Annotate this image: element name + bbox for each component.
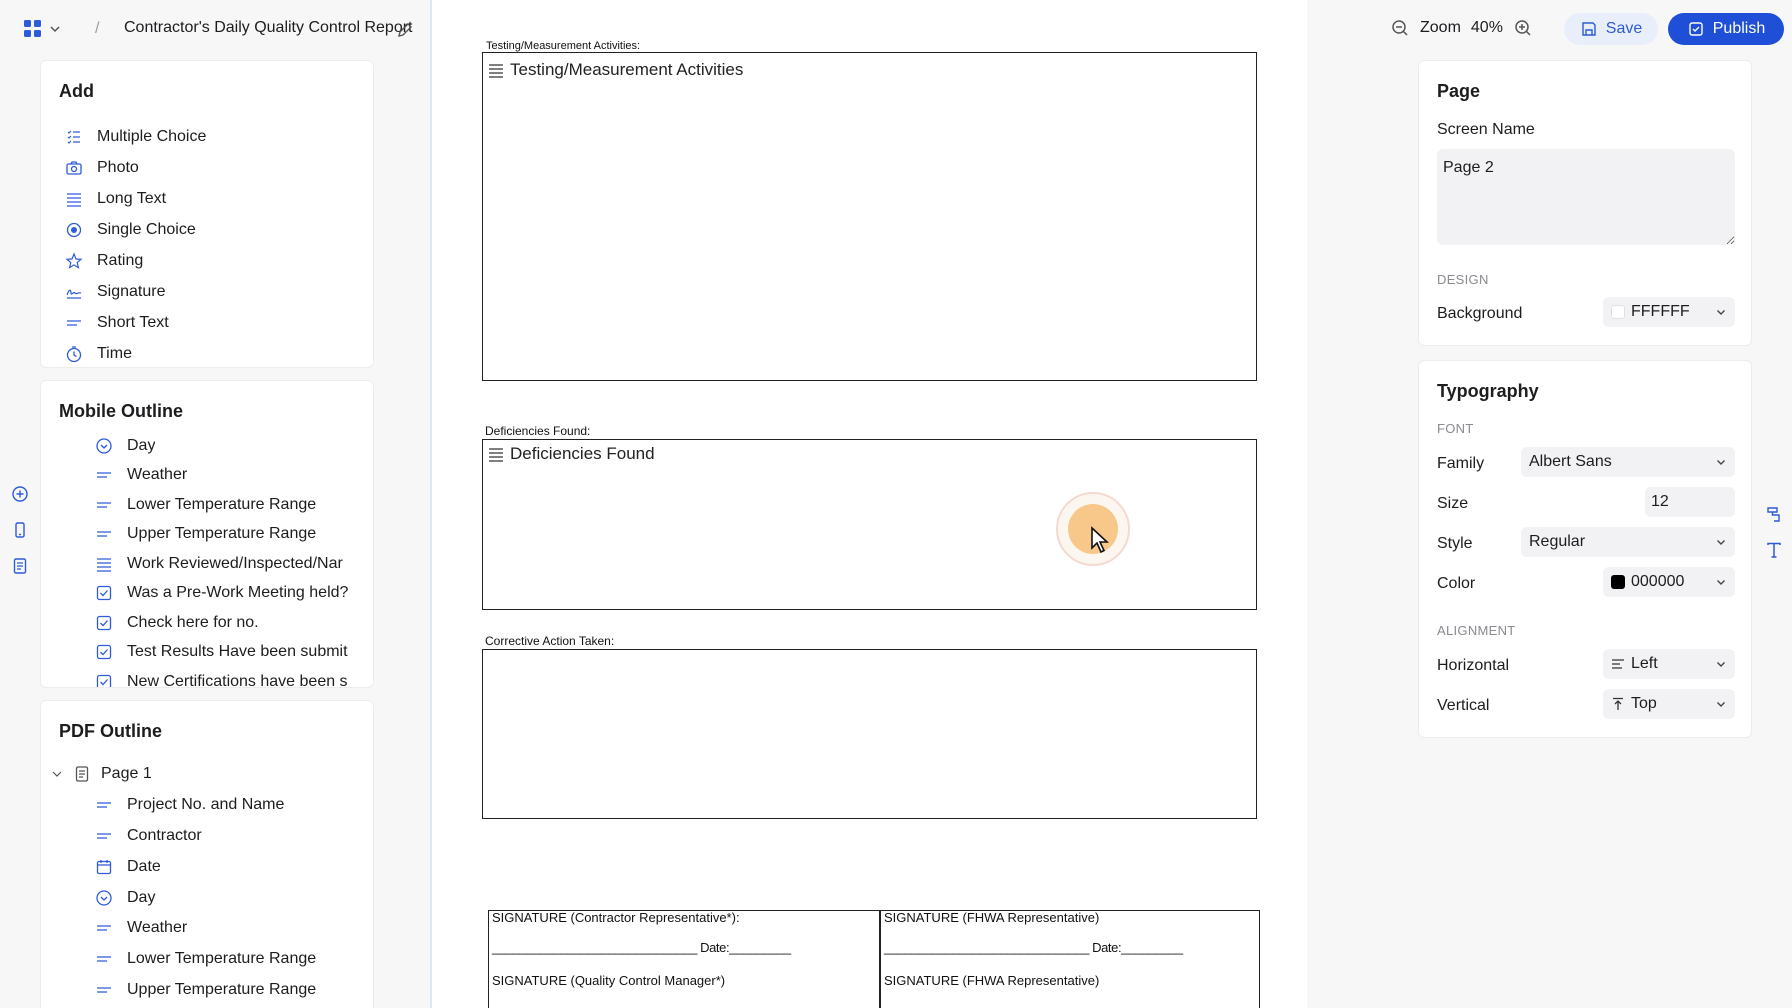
dropdown-circle-icon [95,437,113,455]
clock-icon [65,345,83,363]
publish-icon [1687,20,1705,38]
mobile-outline-list [95,431,365,688]
signature-table-divider [879,911,881,1008]
pdf-outline-item[interactable]: Contractor [51,821,371,852]
page-panel-title: Page [1437,81,1481,101]
zoom-in-icon[interactable] [1513,18,1533,38]
typography-panel-title: Typography [1437,381,1539,401]
deficiencies-section-label: Deficiencies Found: [485,424,591,438]
pdf-outline-item[interactable]: Project No. and Name [51,790,371,821]
zoom-label: Zoom [1420,19,1461,36]
star-icon [65,252,83,270]
chevron-down-icon [1715,306,1727,318]
calendar-icon [95,858,113,876]
add-time[interactable]: Time [65,338,206,368]
document-icon[interactable] [10,556,30,576]
add-single-choice[interactable]: Single Choice [65,214,206,245]
chevron-down-icon[interactable] [51,768,63,780]
font-color-value: 000000 [1631,573,1685,590]
page-properties-panel [1418,60,1752,346]
long-text-icon [65,190,83,208]
font-style-select[interactable] [1521,527,1735,557]
chevron-down-icon [1715,698,1727,710]
mouse-cursor-icon [1090,526,1112,554]
short-text-icon [95,525,113,543]
page-icon [73,765,91,783]
font-size-input[interactable] [1645,487,1735,517]
background-color-select[interactable] [1603,297,1735,327]
deficiencies-field-chip[interactable]: Deficiencies Found [488,444,655,464]
mobile-outline-item[interactable]: Work Reviewed/Inspected/Nar [95,549,365,579]
vertical-align-select[interactable] [1603,689,1735,719]
testing-section-label: Testing/Measurement Activities: [486,40,641,52]
short-text-icon [95,950,113,968]
mobile-outline-item[interactable]: Check here for no. [95,608,365,638]
font-family-select[interactable] [1521,447,1735,477]
family-label: Family [1437,455,1485,472]
alignment-caption: ALIGNMENT [1437,623,1516,638]
short-text-icon [95,796,113,814]
mobile-outline-item[interactable]: Weather [95,461,365,491]
align-left-icon [1611,657,1625,671]
add-panel [40,60,374,368]
pdf-outline-title: PDF Outline [59,721,162,741]
publish-button[interactable] [1668,13,1784,45]
chevron-down-icon [49,23,61,35]
short-text-icon [95,466,113,484]
chevron-down-icon [1715,658,1727,670]
save-label: Save [1605,20,1643,37]
add-multiple-choice[interactable]: Multiple Choice [65,121,206,152]
pdf-outline-item[interactable]: Upper Temperature Range [51,975,371,1006]
style-label: Style [1437,535,1473,552]
short-text-icon [95,496,113,514]
pdf-outline-item[interactable]: Lower Temperature Range [51,944,371,975]
screen-name-label: Screen Name [1437,121,1535,138]
short-text-icon [95,827,113,845]
zoom-out-icon[interactable] [1390,18,1410,38]
testing-field-box[interactable] [482,52,1257,381]
horizontal-align-value: Left [1631,655,1658,672]
pdf-outline-item[interactable]: Weather [51,913,371,944]
signature-icon [65,283,83,301]
font-style-value: Regular [1529,533,1586,550]
add-rating[interactable]: Rating [65,245,206,276]
add-photo[interactable]: Photo [65,152,206,183]
vertical-align-value: Top [1631,695,1657,712]
short-text-icon [65,314,83,332]
mobile-outline-item[interactable]: Lower Temperature Range [95,490,365,520]
design-caption: DESIGN [1437,272,1489,287]
typography-panel [1418,360,1752,738]
deficiencies-field-box[interactable] [482,439,1257,610]
mobile-outline-item[interactable]: New Certifications have been s [95,667,365,688]
text-icon[interactable] [1764,540,1784,560]
long-text-icon [95,555,113,573]
signature-date-line-right: ______________________________ Date:_________ [884,940,1183,955]
pdf-outline-page[interactable]: Page 1 [51,759,371,790]
dropdown-circle-icon [95,889,113,907]
mobile-outline-item[interactable]: Test Results Have been submit [95,638,365,668]
add-field-list [65,121,206,368]
zoom-value: 40% [1470,19,1503,36]
save-icon [1580,20,1598,38]
corrective-field-box[interactable] [482,649,1257,819]
pencil-icon[interactable] [396,21,414,39]
testing-field-chip[interactable]: Testing/Measurement Activities [488,60,743,80]
add-circle-icon[interactable] [10,484,30,504]
save-button[interactable] [1564,13,1658,45]
vertical-label: Vertical [1437,697,1490,714]
add-signature[interactable]: Signature [65,276,206,307]
signature-fhwa-1: SIGNATURE (FHWA Representative) [884,910,1100,925]
size-label: Size [1437,495,1469,512]
short-text-icon [95,919,113,937]
screen-name-input[interactable] [1437,149,1735,245]
long-text-icon [488,446,504,462]
checkbox-icon [95,584,113,602]
font-color-swatch [1611,575,1625,589]
mobile-outline-item[interactable]: Day [95,431,365,461]
short-text-icon [95,981,113,999]
chevron-down-icon [1715,536,1727,548]
camera-icon [65,159,83,177]
zoom-controls [1390,18,1533,38]
long-text-icon [488,62,504,78]
background-swatch [1611,305,1625,319]
signature-contractor: SIGNATURE (Contractor Representative*): [492,910,740,925]
checkbox-icon [95,614,113,632]
signature-fhwa-2: SIGNATURE (FHWA Representative) [884,973,1100,988]
chevron-down-icon [1715,576,1727,588]
horizontal-label: Horizontal [1437,657,1510,674]
checkbox-icon [95,673,113,688]
right-tool-rail [1762,504,1786,560]
background-label: Background [1437,305,1523,322]
font-color-select[interactable] [1603,567,1735,597]
multiple-choice-icon [65,128,83,146]
mobile-outline-item[interactable]: Was a Pre-Work Meeting held? [95,579,365,609]
font-caption: FONT [1437,421,1474,436]
pdf-outline-panel [40,700,374,1008]
left-tool-rail [8,484,32,576]
add-short-text[interactable]: Short Text [65,307,206,338]
style-palette-icon[interactable] [1764,504,1784,524]
apps-menu-button[interactable] [24,20,61,37]
pdf-outline-list [51,759,371,1005]
pdf-outline-item[interactable]: Day [51,882,371,913]
add-long-text[interactable]: Long Text [65,183,206,214]
background-value: FFFFFF [1631,303,1690,320]
breadcrumb-separator: / [95,20,100,37]
corrective-section-label: Corrective Action Taken: [485,634,615,648]
add-panel-title: Add [59,81,94,101]
checkbox-icon [95,643,113,661]
mobile-outline-title: Mobile Outline [59,401,183,421]
radio-icon [65,221,83,239]
align-top-icon [1611,697,1625,711]
publish-label: Publish [1712,20,1766,37]
chevron-down-icon [1715,456,1727,468]
mobile-outline-panel [40,380,374,688]
font-family-value: Albert Sans [1529,453,1612,470]
signature-qc-manager: SIGNATURE (Quality Control Manager*) [492,973,726,988]
horizontal-align-select[interactable] [1603,649,1735,679]
apps-grid-icon [24,20,41,37]
mobile-icon[interactable] [10,520,30,540]
color-label: Color [1437,575,1476,592]
pdf-outline-item[interactable]: Date [51,851,371,882]
mobile-outline-item[interactable]: Upper Temperature Range [95,520,365,550]
document-title: Contractor's Daily Quality Control Report [124,19,413,36]
signature-date-line-left: ______________________________ Date:_________ [492,940,791,955]
